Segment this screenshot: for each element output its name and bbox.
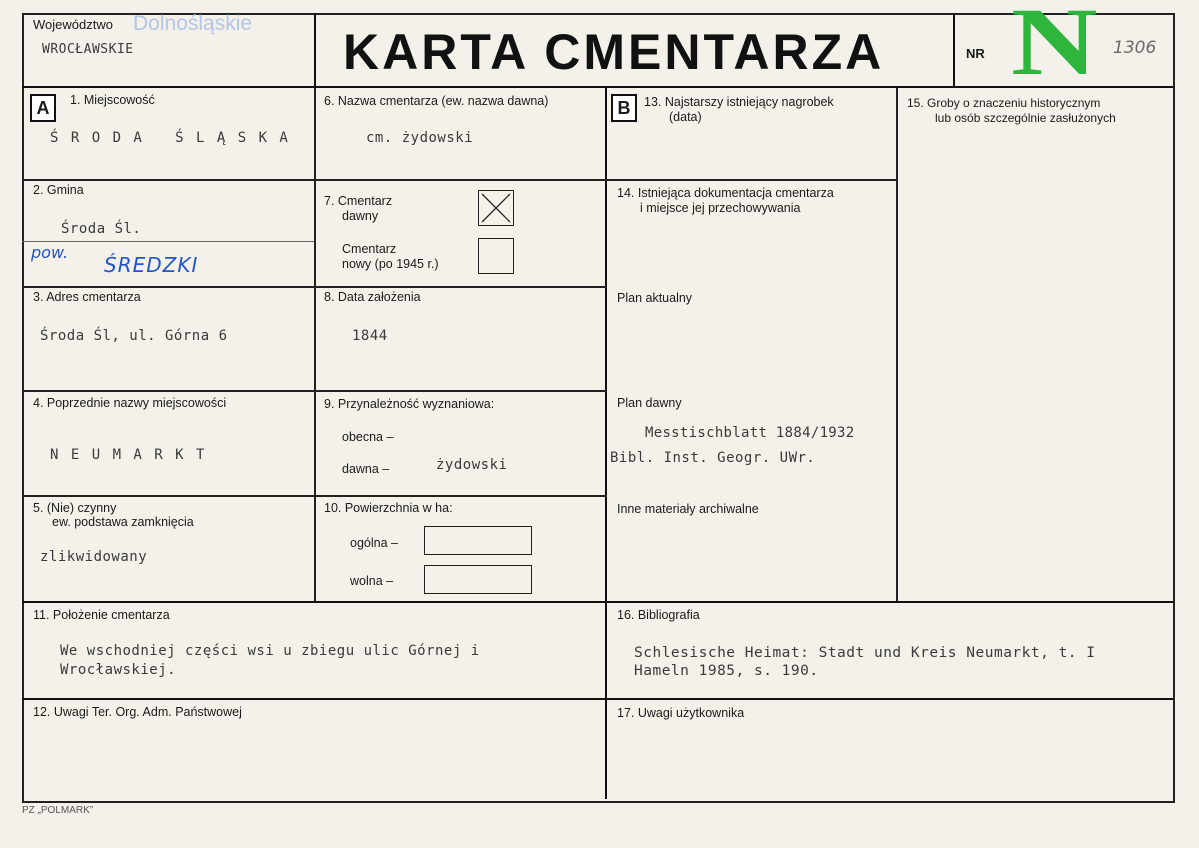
field-1-value: Ś R O D A Ś L Ą S K A [50, 130, 290, 146]
field-11-line2: Wrocławskiej. [60, 662, 177, 678]
field-13-label-2: (data) [669, 110, 702, 124]
wojewodztwo-label: Województwo [33, 17, 113, 32]
inne-materialy-label: Inne materiały archiwalne [617, 502, 759, 516]
row-line-l3 [22, 286, 607, 288]
col-divider-3 [896, 88, 898, 602]
field-4-value: N E U M A R K T [50, 447, 207, 463]
plan-dawny-line1: Messtischblatt 1884/1932 [645, 425, 855, 441]
card-title: KARTA CMENTARZA [343, 24, 885, 80]
plan-dawny-line2: Bibl. Inst. Geogr. UWr. [610, 450, 816, 466]
field-10-ogolna-label: ogólna – [350, 536, 398, 550]
cmentarz-nowy-checkbox[interactable] [478, 238, 514, 274]
field-2-value: Środa Śl. [61, 221, 142, 237]
field-15-label-2: lub osób szczególnie zasłużonych [935, 111, 1116, 125]
row-line-l4 [22, 390, 607, 392]
section-a-badge: A [30, 94, 56, 122]
header-divider [22, 86, 1173, 88]
field-4-label: 4. Poprzednie nazwy miejscowości [33, 396, 227, 410]
field-7-nowy-label-2: nowy (po 1945 r.) [342, 257, 439, 271]
field-7-dawny: dawny [342, 209, 379, 223]
field-2-pow-value: ŚREDZKI [104, 253, 199, 277]
field-10-wolna-label: wolna – [350, 574, 394, 588]
row-line-l5 [22, 495, 607, 497]
field-5-label: 5. (Nie) czynny [33, 501, 117, 515]
field-3-label: 3. Adres cmentarza [33, 290, 141, 304]
printer-mark: PZ „POLMARK” [22, 805, 94, 816]
field-2-label: 2. Gmina [33, 183, 84, 197]
row-line-l1 [22, 179, 607, 181]
nr-number: 1306 [1113, 38, 1157, 58]
field-9-label: 9. Przynależność wyznaniowa: [324, 397, 495, 411]
field-14-label: 14. Istniejąca dokumentacja cmentarza [617, 186, 834, 200]
field-5-value: zlikwidowany [40, 549, 148, 565]
field-3-value: Środa Śl, ul. Górna 6 [40, 328, 228, 344]
field-10-label: 10. Powierzchnia w ha: [324, 501, 453, 515]
row-line-m1 [605, 179, 897, 181]
field-11-label: 11. Położenie cmentarza [33, 608, 170, 622]
field-14-label-2: i miejsce jej przechowywania [640, 201, 801, 215]
plan-aktualny-label: Plan aktualny [617, 291, 693, 305]
field-7-nowy-label: Cmentarz [342, 242, 397, 256]
wojewodztwo-value: WROCŁAWSKIE [42, 42, 134, 57]
plan-dawny-label: Plan dawny [617, 396, 682, 410]
field-7-label: 7. Cmentarz [324, 194, 393, 208]
field-2-pow-label: pow. [31, 243, 69, 262]
col-divider-2 [605, 88, 607, 799]
field-1-label: 1. Miejscowość [70, 93, 155, 107]
field-9-dawna-label: dawna – [342, 462, 390, 476]
ogolna-input[interactable] [424, 526, 532, 555]
field-17-label: 17. Uwagi użytkownika [617, 706, 745, 720]
checkbox-cross-icon [479, 191, 513, 225]
header-right-divider [953, 13, 955, 88]
field-16-label: 16. Bibliografia [617, 608, 700, 622]
row-line-l2 [22, 241, 314, 242]
section-b-badge: B [611, 94, 637, 122]
row-line-full [22, 601, 1173, 603]
field-15-label: 15. Groby o znaczeniu historycznym [907, 96, 1101, 110]
field-8-value: 1844 [352, 328, 388, 344]
field-8-label: 8. Data założenia [324, 290, 421, 304]
wojewodztwo-stamp: Dolnośląskie [133, 12, 253, 35]
field-13-label: 13. Najstarszy istniejący nagrobek [644, 95, 834, 109]
nr-label: NR [966, 46, 985, 61]
wolna-input[interactable] [424, 565, 532, 594]
field-16-line2: Hameln 1985, s. 190. [634, 663, 819, 679]
nr-letter: N [1011, 0, 1098, 95]
field-6-label: 6. Nazwa cmentarza (ew. nazwa dawna) [324, 94, 549, 108]
header-left-divider [314, 13, 316, 88]
cmentarz-dawny-checkbox[interactable] [478, 190, 514, 226]
field-6-value: cm. żydowski [366, 130, 474, 146]
col-divider-1 [314, 88, 316, 602]
field-9-obecna-label: obecna – [342, 430, 394, 444]
row-line-full-2 [22, 698, 1173, 700]
field-9-dawna-value: żydowski [436, 457, 508, 473]
field-12-label: 12. Uwagi Ter. Org. Adm. Państwowej [33, 705, 242, 719]
field-16-line1: Schlesische Heimat: Stadt und Kreis Neumarkt, t. I [634, 645, 1096, 661]
field-11-line1: We wschodniej części wsi u zbiegu ulic Górnej i [60, 643, 480, 659]
field-5-label-2: ew. podstawa zamknięcia [52, 515, 194, 529]
